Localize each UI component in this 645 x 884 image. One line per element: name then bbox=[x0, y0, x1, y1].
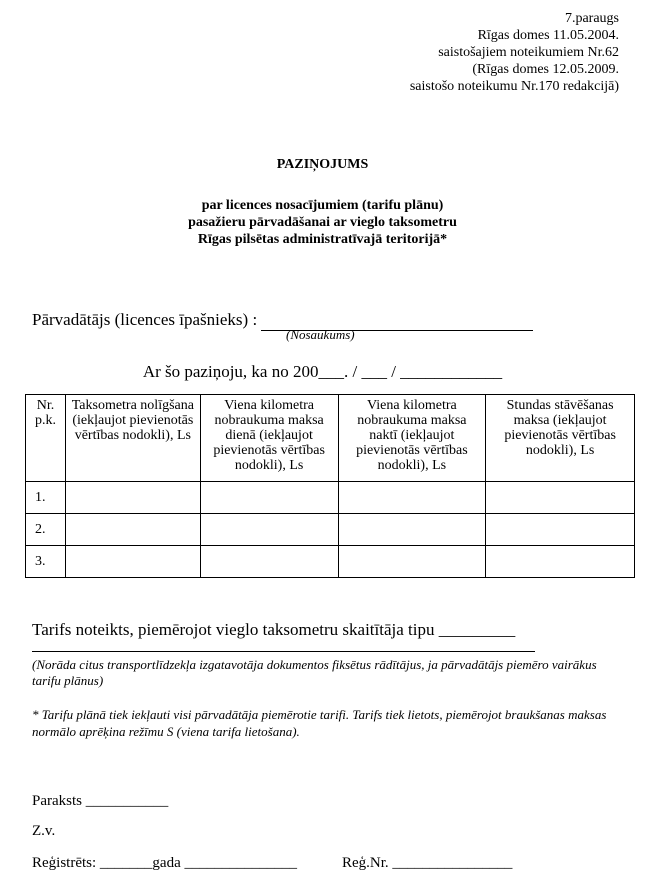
table-cell[interactable] bbox=[65, 546, 200, 578]
table-cell[interactable] bbox=[65, 514, 200, 546]
registration-number-line[interactable]: Reģ.Nr. ________________ bbox=[342, 855, 513, 871]
footnote: * Tarifu plānā tiek iekļauti visi pārvadātāja piemērotie tarifi. Tarifs tiek lietots, piemērojot braukšanas maksas normālo aprēķina režīmu S (viena tarifa lietošana). bbox=[32, 707, 607, 739]
carrier-label: Pārvadātājs (licences īpašnieks) : bbox=[32, 310, 258, 329]
subtitle-line: par licences nosacījumiem (tarifu plānu) bbox=[201, 198, 444, 213]
document-subtitle bbox=[0, 197, 645, 248]
seal-place: Z.v. bbox=[32, 823, 56, 839]
signature-line[interactable]: Paraksts ___________ bbox=[32, 793, 169, 809]
document-title: PAZIŅOJUMS bbox=[276, 157, 369, 172]
column-header: Nr. p.k. bbox=[26, 395, 66, 482]
effective-date-line[interactable]: Ar šo paziņoju, ka no 200___. / ___ / ____________ bbox=[142, 362, 503, 381]
table-header-row bbox=[26, 395, 635, 482]
column-header: Stundas stāvēšanas maksa (iekļaujot pievienotās vērtības nodokli), Ls bbox=[486, 395, 635, 482]
table-cell[interactable] bbox=[338, 514, 486, 546]
header-line: (Rīgas domes 12.05.2009. bbox=[472, 62, 619, 77]
table-cell[interactable] bbox=[486, 482, 635, 514]
table-row bbox=[26, 514, 635, 546]
tariff-table bbox=[25, 394, 635, 578]
meter-note: (Norāda citus transportlīdzekļa izgatavotāja dokumentos fiksētus rādītājus, ja pārvadātājs piemēro vairākus tarifu plānus) bbox=[32, 657, 597, 688]
table-cell[interactable] bbox=[338, 546, 486, 578]
regulation-reference bbox=[410, 10, 619, 95]
table-cell[interactable] bbox=[65, 482, 200, 514]
table-cell[interactable] bbox=[338, 482, 486, 514]
table-cell[interactable] bbox=[200, 546, 338, 578]
registration-date-line[interactable]: Reģistrēts: _______gada _______________ bbox=[32, 855, 297, 871]
table-cell[interactable] bbox=[486, 514, 635, 546]
table-row bbox=[26, 546, 635, 578]
table-cell[interactable] bbox=[200, 514, 338, 546]
meter-type-line[interactable]: Tarifs noteikts, piemērojot vieglo taksometru skaitītāja tipu _________ bbox=[32, 620, 516, 639]
header-line: saistošajiem noteikumiem Nr.62 bbox=[438, 45, 619, 60]
meter-note-divider bbox=[32, 651, 535, 652]
column-header: Viena kilometra nobraukuma maksa dienā (iekļaujot pievienotās vērtības nodokli), Ls bbox=[200, 395, 338, 482]
header-line: Rīgas domes 11.05.2004. bbox=[477, 28, 619, 43]
subtitle-line: Rīgas pilsētas administratīvajā teritorijā* bbox=[197, 232, 448, 247]
row-number: 1. bbox=[26, 482, 66, 514]
table-row bbox=[26, 482, 635, 514]
carrier-field bbox=[32, 310, 533, 331]
column-header: Viena kilometra nobraukuma maksa naktī (iekļaujot pievienotās vērtības nodokli), Ls bbox=[338, 395, 486, 482]
table-cell[interactable] bbox=[486, 546, 635, 578]
column-header: Taksometra nolīgšana (iekļaujot pievienotās vērtības nodokli), Ls bbox=[65, 395, 200, 482]
header-line: saistošo noteikumu Nr.170 redakcijā) bbox=[409, 79, 619, 94]
subtitle-line: pasažieru pārvadāšanai ar vieglo taksometru bbox=[188, 215, 457, 230]
table-cell[interactable] bbox=[200, 482, 338, 514]
row-number: 2. bbox=[26, 514, 66, 546]
header-line: 7.paraugs bbox=[564, 11, 619, 26]
row-number: 3. bbox=[26, 546, 66, 578]
carrier-caption: (Nosaukums) bbox=[286, 327, 355, 342]
